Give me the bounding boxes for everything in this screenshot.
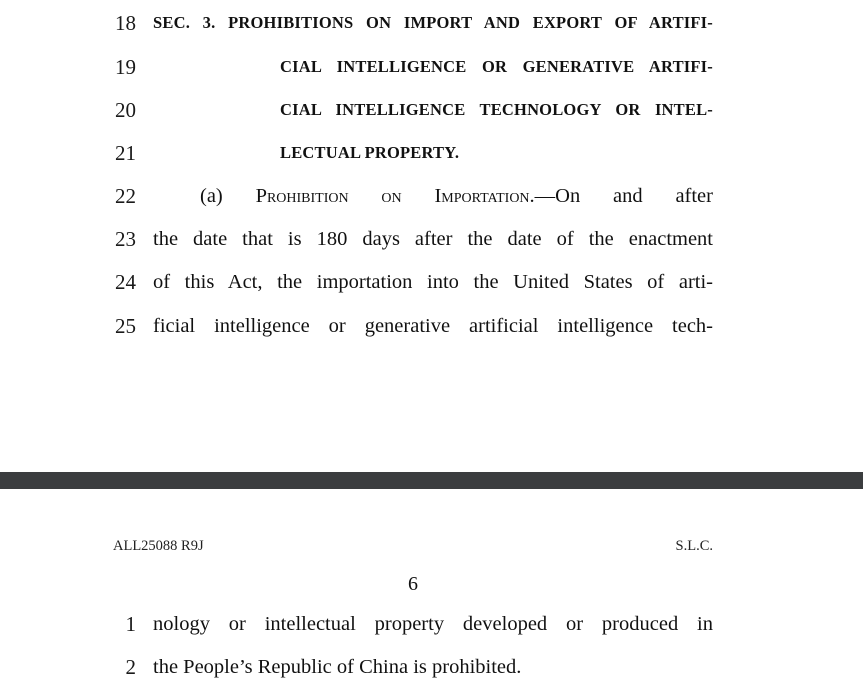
paragraph-line: the People’s Republic of China is prohibited. (153, 656, 522, 678)
text-line (0, 181, 863, 211)
text-line (0, 52, 863, 82)
section-heading: SEC. 3. PROHIBITIONS ON IMPORT AND EXPORT OF ARTIFI- (153, 13, 713, 32)
text-line (0, 8, 863, 38)
text-line (0, 652, 863, 682)
document-id: ALL25088 R9J (113, 538, 204, 554)
line-number: 23 (115, 227, 136, 251)
line-number: 20 (115, 98, 136, 122)
paragraph-line: the date that is 180 days after the date of the enactment (153, 228, 713, 250)
section-heading: LECTUAL PROPERTY. (280, 143, 460, 162)
line-number: 22 (115, 184, 136, 208)
paragraph-line: ficial intelligence or generative artificial intelligence tech- (153, 315, 713, 337)
text-line (0, 267, 863, 297)
page-number: 6 (408, 573, 418, 595)
text-line (0, 95, 863, 125)
paragraph-prefix: (a) (200, 185, 256, 207)
slc-mark: S.L.C. (675, 538, 713, 554)
text-line (0, 138, 863, 168)
line-number: 21 (115, 141, 136, 165)
page-divider (0, 472, 863, 489)
line-number: 18 (115, 11, 136, 35)
section-heading: CIAL INTELLIGENCE TECHNOLOGY OR INTEL- (280, 100, 713, 119)
section-heading: CIAL INTELLIGENCE OR GENERATIVE ARTIFI- (280, 57, 713, 76)
paragraph-line: of this Act, the importation into the United States of arti- (153, 271, 713, 293)
page-bottom (0, 489, 863, 689)
text-line (0, 609, 863, 639)
paragraph-line (200, 181, 713, 211)
line-number: 19 (115, 55, 136, 79)
text-line (0, 224, 863, 254)
text-line (0, 311, 863, 341)
paragraph-line: nology or intellectual property developed or produced in (153, 613, 713, 635)
line-number: 2 (125, 655, 136, 679)
line-number: 1 (125, 612, 136, 636)
line-number: 24 (115, 270, 136, 294)
line-number: 25 (115, 314, 136, 338)
paragraph-heading: Prohibition on Importation. (255, 185, 535, 207)
paragraph-text: —On and after (534, 185, 713, 207)
